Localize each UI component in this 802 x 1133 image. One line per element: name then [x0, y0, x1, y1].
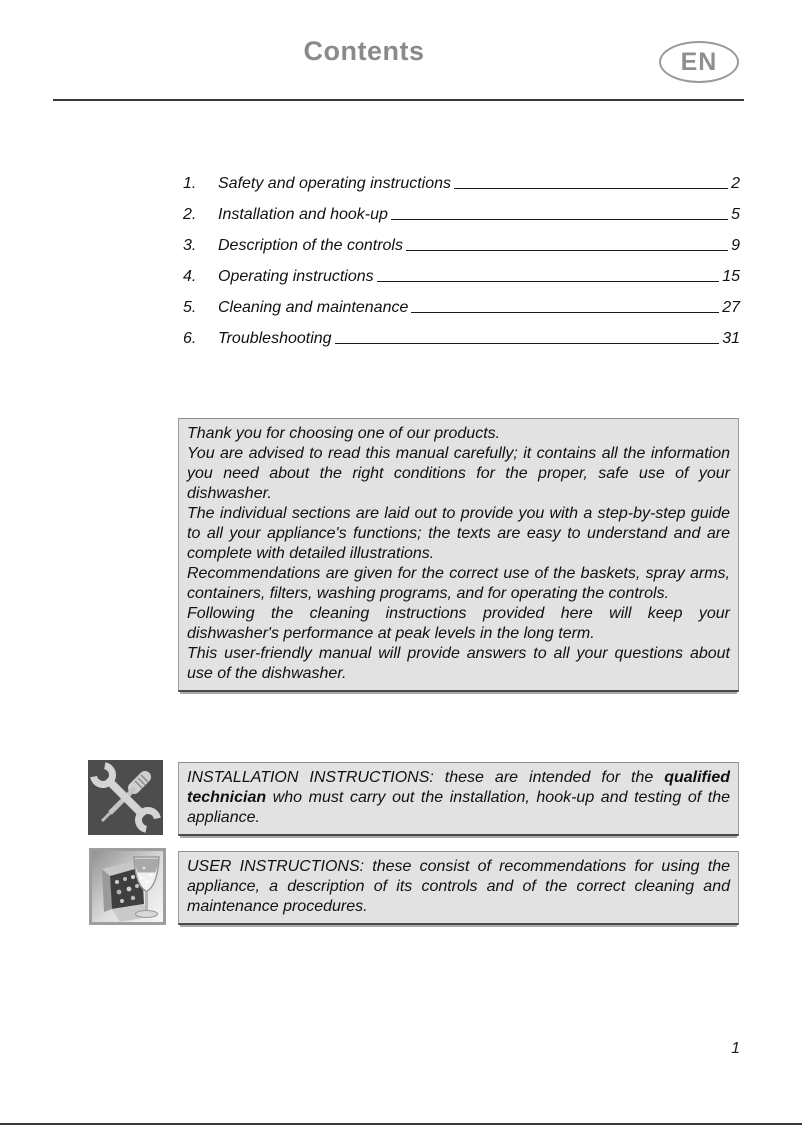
toc-leader-line [391, 218, 728, 220]
toc-leader-line [377, 280, 720, 282]
toc-entry-number: 4. [183, 268, 197, 285]
toc-entry-page: 5 [731, 206, 740, 223]
toc-entry-number: 5. [183, 299, 197, 316]
toc-entry-page: 9 [731, 237, 740, 254]
installation-text-bold: qualified technician [187, 769, 730, 806]
toc-leader-line [411, 311, 719, 313]
toc-entry [183, 286, 740, 317]
toc-entry-page: 15 [722, 268, 740, 285]
toc-entry-label: Troubleshooting [218, 330, 332, 347]
intro-paragraph: Thank you for choosing one of our products. [187, 425, 501, 442]
toc-entry-label: Installation and hook-up [218, 206, 388, 223]
language-badge [659, 41, 739, 83]
toc-entry-label: Safety and operating instructions [218, 175, 452, 192]
page-title: Contents [303, 36, 425, 66]
toc-entry-label: Operating instructions [218, 268, 374, 285]
toc-leader-line [335, 342, 720, 344]
intro-paragraph: Recommendations are given for the correct use of the baskets, spray arms, containers, filters, washing programs, and for operating the controls. [187, 565, 730, 602]
toc-entry-page: 31 [722, 330, 740, 347]
dishwasher-glass-icon [89, 848, 166, 925]
installation-instructions-box [178, 762, 739, 836]
installation-instructions-text [187, 768, 730, 828]
installation-text-suffix: who must carry out the installation, hook-up and testing of the appliance. [187, 789, 730, 826]
footer-divider [0, 1123, 802, 1125]
toc-entry [183, 193, 740, 224]
header-divider [53, 99, 744, 101]
user-instructions-text: USER INSTRUCTIONS: these consist of recommendations for using the appliance, a description of its controls and of the correct cleaning and maintenance procedures. [187, 858, 730, 915]
toc-entry-label: Description of the controls [218, 237, 403, 254]
toc-entry-number: 6. [183, 330, 197, 347]
intro-paragraph: You are advised to read this manual carefully; it contains all the information you need about the right conditions for the proper, safe use of your dishwasher. [187, 445, 730, 502]
toc-entry-page: 2 [731, 175, 740, 192]
intro-paragraph: The individual sections are laid out to provide you with a step-by-step guide to all your appliance's functions; the texts are easy to understand and are complete with detailed illustrations. [187, 505, 730, 562]
installation-text-prefix: INSTALLATION INSTRUCTIONS: these are intended for the [187, 769, 665, 786]
toc-entry-number: 3. [183, 237, 197, 254]
user-instructions-box [178, 851, 739, 925]
toc-entry [183, 317, 740, 348]
toc-entry [183, 162, 740, 193]
toc-entry [183, 255, 740, 286]
page-number: 1 [731, 1040, 740, 1057]
toc-entry-number: 2. [183, 206, 197, 223]
toc-leader-line [406, 249, 728, 251]
table-of-contents [183, 162, 740, 348]
toc-entry [183, 224, 740, 255]
toc-entry-page: 27 [722, 299, 740, 316]
intro-text-box [178, 418, 739, 692]
toc-leader-line [454, 187, 728, 189]
tools-icon [88, 760, 163, 835]
toc-entry-label: Cleaning and maintenance [218, 299, 409, 316]
language-badge-label: EN [680, 47, 718, 76]
intro-paragraph: Following the cleaning instructions provided here will keep your dishwasher's performance at peak levels in the long term. [187, 605, 730, 642]
toc-entry-number: 1. [183, 175, 197, 192]
intro-paragraph: This user-friendly manual will provide answers to all your questions about use of the dishwasher. [187, 645, 730, 682]
